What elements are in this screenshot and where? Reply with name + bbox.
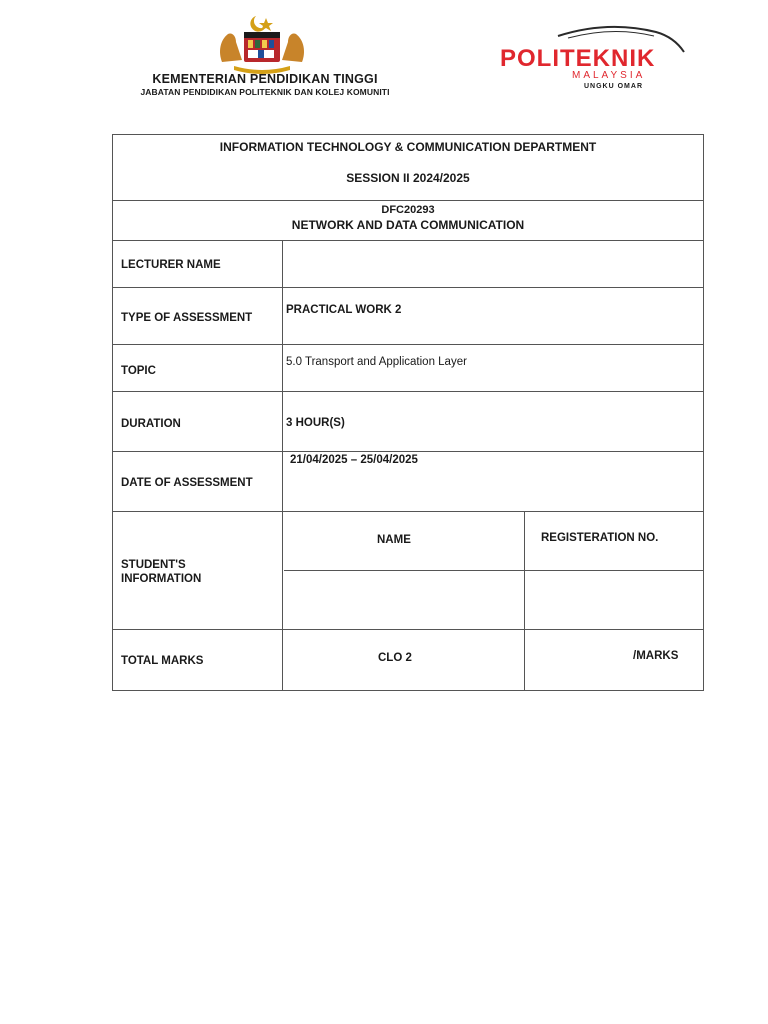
date-value: 21/04/2025 – 25/04/2025 [290, 454, 418, 466]
topic-value: 5.0 Transport and Application Layer [286, 356, 467, 368]
lecturer-label: LECTURER NAME [121, 259, 221, 271]
ministry-name: KEMENTERIAN PENDIDIKAN TINGGI [152, 72, 378, 86]
svg-text:MALAYSIA: MALAYSIA [572, 70, 646, 81]
total-marks-label-cell [113, 630, 283, 690]
student-label-cell [113, 512, 283, 629]
duration-row [113, 392, 703, 452]
topic-label: TOPIC [121, 365, 156, 377]
duration-label: DURATION [121, 418, 181, 430]
date-label: DATE OF ASSESSMENT [121, 477, 253, 489]
assessment-type-label-cell [113, 288, 283, 344]
registration-header: REGISTERATION NO. [541, 532, 659, 544]
session-title: SESSION II 2024/2025 [346, 171, 470, 185]
student-label-line1: STUDENT'S [121, 559, 186, 571]
department-session-row [113, 135, 703, 201]
document-header [0, 0, 768, 130]
course-row [113, 201, 703, 241]
duration-label-cell [113, 392, 283, 451]
department-name: JABATAN PENDIDIKAN POLITEKNIK DAN KOLEJ KOMUNITI [140, 87, 390, 97]
svg-text:POLITEKNIK: POLITEKNIK [500, 45, 656, 72]
registration-no-field[interactable] [526, 572, 703, 628]
assessment-type-value: PRACTICAL WORK 2 [286, 304, 402, 316]
department-title: INFORMATION TECHNOLOGY & COMMUNICATION DEPARTMENT [219, 140, 597, 154]
topic-label-cell [113, 345, 283, 391]
date-value-cell [284, 452, 703, 511]
course-name: NETWORK AND DATA COMMUNICATION [291, 218, 525, 232]
duration-value-cell [284, 392, 703, 451]
politeknik-malaysia-logo-icon [498, 22, 698, 92]
date-label-cell [113, 452, 283, 511]
student-info-divider [284, 570, 703, 571]
assessment-type-label: TYPE OF ASSESSMENT [121, 312, 253, 324]
assessment-type-row [113, 288, 703, 345]
lecturer-row [113, 241, 703, 288]
student-info-row [113, 512, 703, 630]
topic-row [113, 345, 703, 392]
ministry-block [100, 72, 430, 97]
lecturer-value-cell[interactable] [284, 241, 703, 287]
student-name-field[interactable] [285, 572, 524, 628]
student-label-line2: INFORMATION [121, 573, 202, 585]
course-code: DFC20293 [381, 204, 435, 216]
total-marks-row [113, 630, 703, 690]
lecturer-label-cell [113, 241, 283, 287]
name-header: NAME [377, 534, 411, 546]
marks-label: /MARKS [633, 650, 679, 662]
svg-text:UNGKU OMAR: UNGKU OMAR [584, 83, 643, 90]
assessment-type-value-cell [284, 288, 703, 344]
clo-label: CLO 2 [378, 652, 412, 664]
topic-value-cell [284, 345, 703, 391]
date-row [113, 452, 703, 512]
malaysia-coat-of-arms-icon [214, 12, 310, 76]
duration-value: 3 HOUR(S) [286, 417, 345, 429]
total-marks-label: TOTAL MARKS [121, 655, 204, 667]
assessment-cover-form [112, 134, 704, 691]
